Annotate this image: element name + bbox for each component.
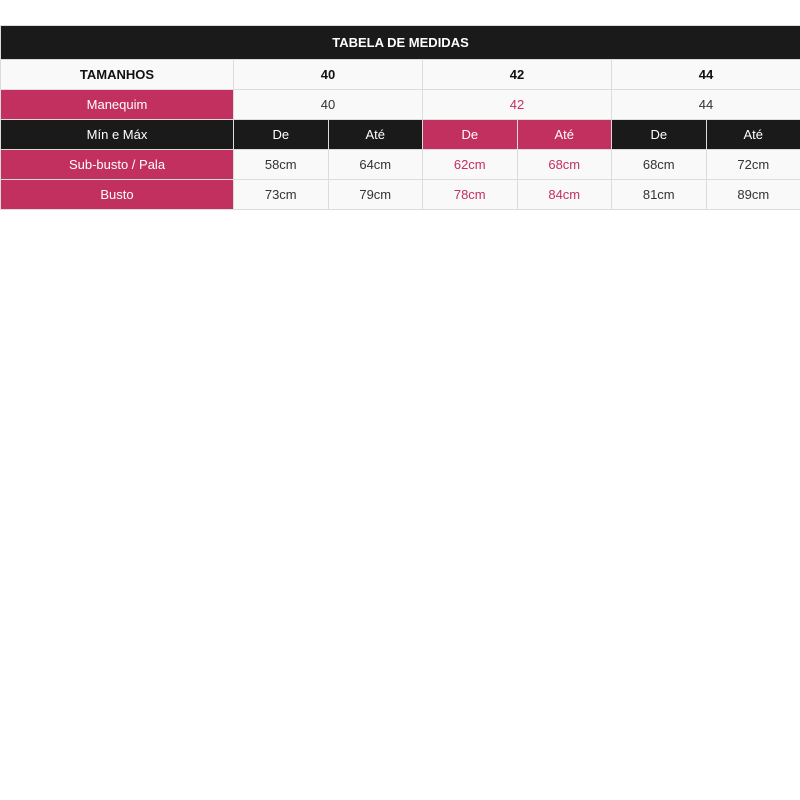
mannequin-value-40: 40 bbox=[234, 90, 423, 120]
mannequin-row bbox=[1, 90, 800, 120]
underbust-max-42: 68cm bbox=[517, 150, 612, 180]
bust-min-44: 81cm bbox=[612, 180, 707, 210]
measurement-label-underbust: Sub-busto / Pala bbox=[1, 150, 234, 180]
size-header-42: 42 bbox=[423, 60, 612, 90]
sizes-label: TAMANHOS bbox=[1, 60, 234, 90]
range-to-44: Até bbox=[706, 120, 800, 150]
mannequin-label: Manequim bbox=[1, 90, 234, 120]
mannequin-value-42: 42 bbox=[423, 90, 612, 120]
mannequin-value-44: 44 bbox=[612, 90, 800, 120]
table-row bbox=[1, 180, 800, 210]
bust-min-40: 73cm bbox=[234, 180, 329, 210]
size-header-40: 40 bbox=[234, 60, 423, 90]
underbust-min-40: 58cm bbox=[234, 150, 329, 180]
range-row bbox=[1, 120, 800, 150]
range-from-40: De bbox=[234, 120, 329, 150]
table-row bbox=[1, 150, 800, 180]
underbust-max-44: 72cm bbox=[706, 150, 800, 180]
range-to-40: Até bbox=[328, 120, 423, 150]
bust-max-40: 79cm bbox=[328, 180, 423, 210]
measurement-label-bust: Busto bbox=[1, 180, 234, 210]
range-from-44: De bbox=[612, 120, 707, 150]
range-label: Mín e Máx bbox=[1, 120, 234, 150]
bust-max-42: 84cm bbox=[517, 180, 612, 210]
measurements-table bbox=[0, 25, 800, 210]
bust-max-44: 89cm bbox=[706, 180, 800, 210]
range-to-42: Até bbox=[517, 120, 612, 150]
underbust-min-42: 62cm bbox=[423, 150, 518, 180]
range-from-42: De bbox=[423, 120, 518, 150]
bust-min-42: 78cm bbox=[423, 180, 518, 210]
title-row bbox=[1, 26, 800, 60]
table-title: TABELA DE MEDIDAS bbox=[1, 26, 800, 60]
underbust-min-44: 68cm bbox=[612, 150, 707, 180]
underbust-max-40: 64cm bbox=[328, 150, 423, 180]
sizes-row bbox=[1, 60, 800, 90]
size-chart bbox=[0, 25, 800, 210]
size-header-44: 44 bbox=[612, 60, 800, 90]
